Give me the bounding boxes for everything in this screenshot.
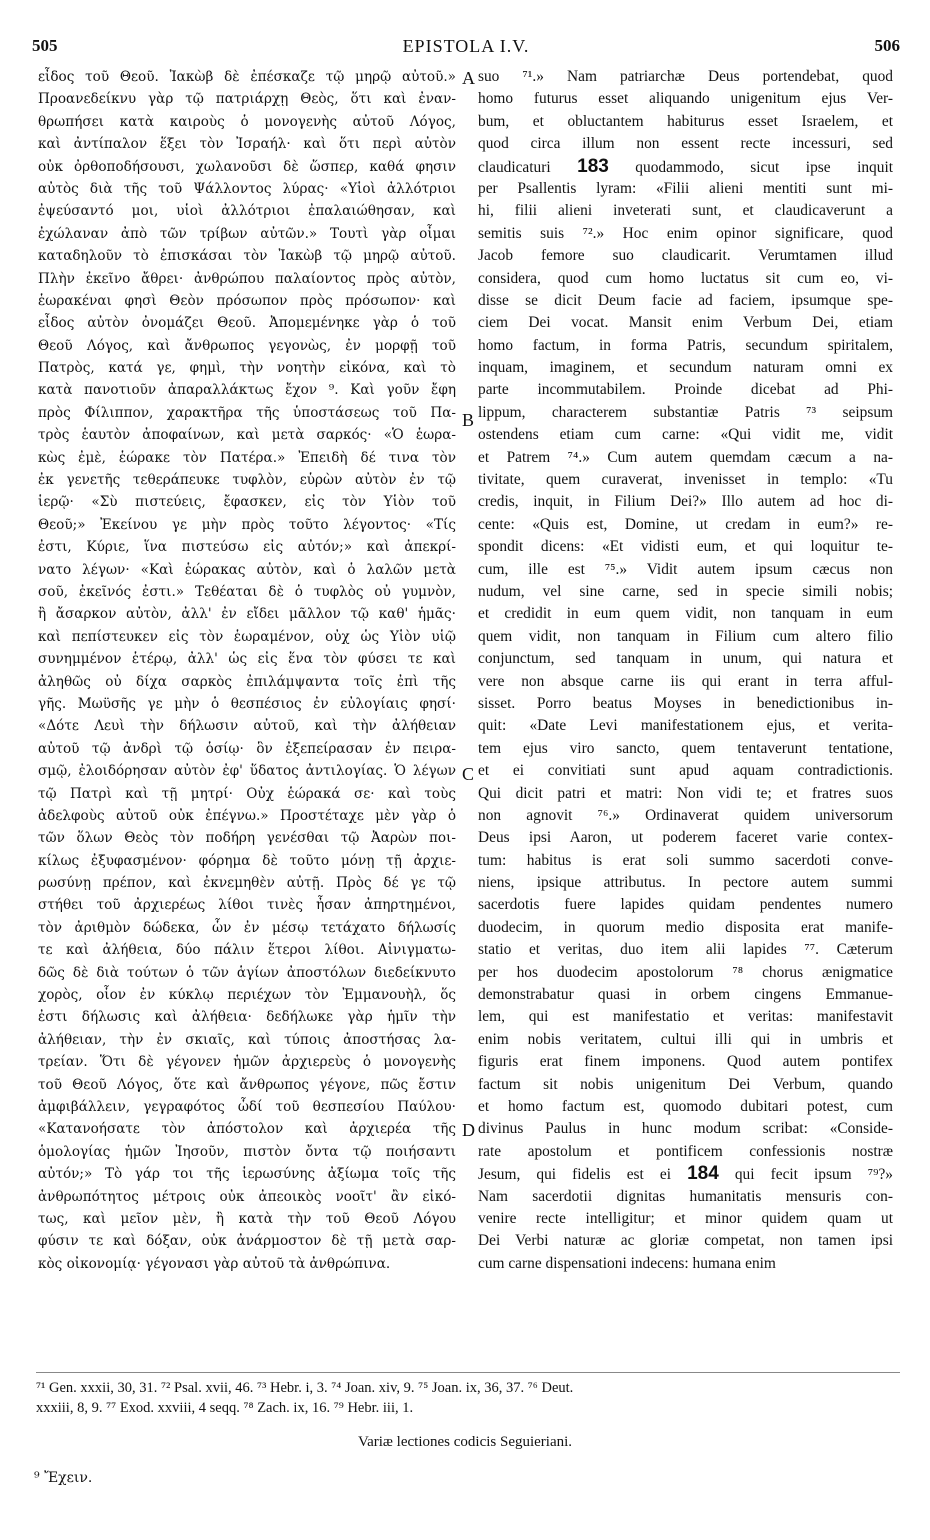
text-line: cente: «Quis est, Domine, ut credam in eum?» re- — [478, 515, 893, 533]
text-line: νατο λέγων· «Καὶ ἑώρακας αὐτὸν, καὶ ὁ λαλῶν μετὰ — [38, 561, 456, 578]
text-line: τρείαν. Ὅτι δὲ γέγονεν ἡμῶν ἀρχιερεὺς ὁ μονογενὴς — [38, 1054, 456, 1071]
variant-note: ⁹ Ἔχειν. — [34, 1470, 93, 1486]
text-line: Πατρὸς, κατά γε, φημὶ, τὴν νοητὴν εἰκόνα, καὶ τὸ — [38, 360, 456, 377]
text-line: sisset. Porro beatus Moyses in benedictionibus in- — [478, 694, 893, 712]
text-line: αὐτὸς διὰ τῆς τοῦ Ψάλλοντος λύρας· «Υἱοὶ ἀλλότριοι — [38, 180, 456, 197]
text-line: ὁμολογίας ἡμῶν Ἰησοῦν, πιστὸν ὄντα τῷ ποιήσαντι — [38, 1143, 456, 1160]
text-line: disse se dicit Deum facie ad faciem, ipsumque spe- — [478, 291, 893, 309]
latin-text-column — [478, 66, 893, 1275]
text-line: καὶ ἀντίπαλον ἕξει τὸν Ἰσραήλ· καὶ ὅτι περὶ αὐτὸν — [38, 136, 456, 153]
text-line: καὶ πεπίστευκεν εἰς τὸν ἑωραμένον, οὐχ ὡς Υἱὸν υἱῷ — [38, 628, 456, 645]
text-line: τως, καὶ μεῖον μὲν, ἢ κατὰ τὴν τοῦ Θεοῦ Λόγου — [38, 1210, 456, 1227]
text-line: ἐστι δήλωσις καὶ ἀλήθεια· δεδήλωκε γὰρ ἡμῖν τὴν — [38, 1009, 456, 1026]
text-line: Dei Verbi naturæ ac gloriæ competat, non tamen ipsi — [478, 1232, 893, 1250]
text-line: vere non absque carne iis qui erant in terra afful- — [478, 672, 893, 690]
text-line: εἶδος αὐτὸν ὀνομάζει Θεοῦ. Ἀπομεμένηκε γὰρ ὁ τοῦ — [38, 315, 456, 332]
text-line: tum: habitus is erat soli summo sacerdoti conve- — [478, 851, 893, 869]
text-line: Θεοῦ;» Ἐκείνου γε μὴν πρὸς τοῦτο λέγοντος· «Τίς — [38, 516, 456, 533]
text-line: semitis suis ⁷².» Hoc enim opinor significare, quod — [478, 224, 893, 242]
margin-marker-d: D — [462, 1120, 475, 1140]
text-line: sacerdotis fuere lapides quidam pendentes numero — [478, 896, 893, 914]
text-line: τοῦ Θεοῦ Λόγος, ὅτε καὶ ἄνθρωπος γέγονε, πῶς ἔστιν — [38, 1076, 456, 1093]
text-line: σοῦ, ἐκεῖνός ἐστι.» Τεθέαται δὲ ὁ τυφλὸς οὐ γυμνὸν, — [38, 583, 456, 600]
margin-marker-a: A — [462, 68, 475, 88]
text-line: et homo factum est, quomodo dubitari potest, cum — [478, 1097, 893, 1115]
text-line: homo factum, in forma Patris, secundum spiritalem, — [478, 336, 893, 354]
text-line: statio et veritas, duo item alii lapides ⁷⁷. Cæterum — [478, 941, 893, 959]
text-line: per hos duodecim apostolorum ⁷⁸ chorus ænigmatice — [478, 963, 893, 981]
text-line: et credidit in eum quem vidit, non tanquam in eum — [478, 605, 893, 623]
text-line: δῶς δὲ διὰ τούτων ὁ τῶν ἁγίων ἀποστόλων διεδείκνυτο — [38, 964, 456, 981]
text-line: κατὰ πανοτιοῦν ἀπαραλλάκτως ἔχον ⁹. Καὶ γοῦν ἔφη — [38, 382, 456, 399]
text-line: κίλως ἐξυφασμένον· φόρημα δὲ τοῦτο μόνῃ τῇ ἀρχιε- — [38, 852, 456, 869]
text-line: οὐκ ὀρθοποδήσουσι, χωλανοῦσι δὲ ὥσπερ, καθά φησιν — [38, 158, 456, 175]
text-line: ἀληθῶς οὐ δίχα σαρκὸς ἐπιλάμψαντα τοῖς ἐπὶ τῆς — [38, 673, 456, 690]
text-line: duodecim, in quorum medio disposita erat manife- — [478, 918, 893, 936]
text-line: niens, ipsique attributus. In pectore autem summi — [478, 874, 893, 892]
text-line: ostendens etiam cum carne: «Qui vidit me, vidit — [478, 426, 893, 444]
text-line: quod circa illum non essent recte incessuri, sed — [478, 135, 893, 153]
text-line: θρωπήσει κατὰ καιροὺς ὁ μονογενὴς αὐτοῦ Λόγος, — [38, 113, 456, 130]
text-line: bum, et obluctantem habiturus esset Israelem, et — [478, 112, 893, 130]
text-line: spondit dicens: «Et vidisti eum, et qui loquitur te- — [478, 538, 893, 556]
text-line: κὸς οἰκονομίᾳ· γέγονασι γὰρ αὐτοῦ τὰ ἀνθρώπινα. — [38, 1255, 391, 1272]
text-line: ἐστι, Κύριε, ἵνα πιστεύσω εἰς αὐτόν;» καὶ ἀπεκρί- — [38, 539, 456, 556]
text-line: Jacob femore suo claudicarit. Verumtamen illud — [478, 247, 893, 265]
text-line: homo futurus esset aliquando unigenitum ejus Ver- — [478, 90, 893, 108]
text-line: ρωσύνῃ πρέπον, καὶ ἐκνεμηθὲν αὐτῇ. Πρὸς δέ γε τῷ — [38, 875, 456, 892]
text-line: ἱερῷ· «Σὺ πιστεύεις, ἔφασκεν, εἰς τὸν Υἱὸν τοῦ — [38, 494, 456, 511]
text-line: τῷ Πατρὶ καὶ τῇ μητρί· Οὐχ ἑώρακά σε· καὶ τοὺς — [38, 785, 456, 802]
column-page-marker: 184 — [687, 1163, 719, 1185]
footnote-separator — [36, 1372, 900, 1373]
page-header — [32, 36, 900, 60]
footnote-line: xxxiii, 8, 9. ⁷⁷ Exod. xxviii, 4 seqq. ⁷⁸ Zach. ix, 16. ⁷⁹ Hebr. iii, 1. — [36, 1400, 414, 1416]
text-line: hi, filii alieni inveterati sunt, et claudicaverunt a — [478, 202, 893, 220]
text-line: et ei convitiati sunt apud aquam contradictionis. — [478, 762, 893, 780]
text-line: conjunctum, sed tanquam in unum, qui natura et — [478, 650, 893, 668]
text-line: suo ⁷¹.» Nam patriarchæ Deus portendebat, quod — [478, 68, 893, 85]
text-line: quit: «Date Levi manifestationem ejus, et verita- — [478, 717, 893, 735]
text-line: inquam, imaginem, et secundum naturam omni ex — [478, 359, 893, 377]
text-line: συνημμένον ἑτέρῳ, ἀλλ' ὡς εἰς ἕνα τὸν φύσει τε καὶ — [38, 651, 456, 668]
text-line: Πλὴν ἐκεῖνο ἄθρει· ἀνθρώπου παλαίοντος πρὸς αὐτὸν, — [38, 270, 456, 287]
text-line: αὐτοῦ τῷ ἀνδρὶ τῷ ὁσίῳ· ὃν ἐξεπείρασαν ἐν πειρα- — [38, 740, 456, 757]
text-line: ἑωρακέναι φησὶ Θεὸν πρόσωπον πρὸς πρόσωπον· καὶ — [38, 292, 456, 309]
text-line: ἐκ γενετῆς τεθεράπευκε τυφλὸν, εὑρὼν αὐτὸν ἐν τῷ — [38, 472, 456, 489]
text-line: lem, qui est manifestatio et veritas: manifestavit — [478, 1008, 893, 1026]
text-line: venire recte intelligitur; et minor quidem quam ut — [478, 1209, 893, 1227]
text-line: claudicaturi 183 quodammodo, sicut ipse inquit — [478, 155, 893, 177]
text-line: Qui dicit patri et matri: Non vidi te; et fratres suos — [478, 784, 893, 802]
footnotes — [36, 1378, 898, 1418]
text-line: parte incommutabilem. Proinde dicebat ad Phi- — [478, 381, 893, 399]
text-line: et Patrem ⁷⁴.» Cum autem quemdam cæcum a na- — [478, 448, 893, 466]
text-line: Deus ipsi Aaron, ut poderem faceret varie contex- — [478, 829, 893, 847]
text-line: Προανεδείκνυ γὰρ τῷ πατριάρχῃ Θεὸς, ὅτι καὶ ἐναν- — [38, 91, 456, 108]
text-line: per Psallentis lyram: «Filii alieni mentiti sunt mi- — [478, 179, 893, 197]
page-title: EPISTOLA I.V. — [402, 36, 530, 56]
text-line: φύσιν τε καὶ δόξαν, οὐκ ἀνάρμοστον δὲ τῇ μετὰ σαρ- — [38, 1233, 456, 1250]
text-line: enim nobis veritatem, cultui illi qui in umbris et — [478, 1030, 893, 1048]
text-line: ἀμφιβάλλειν, γεγραφότος ὧδί τοῦ θεσπεσίου Παύλου· — [38, 1098, 456, 1115]
text-line: quem vidit, non tanquam in Filium cum altero filio — [478, 627, 893, 645]
footnote-line: ⁷¹ Gen. xxxii, 30, 31. ⁷² Psal. xvii, 46. ⁷³ Hebr. i, 3. ⁷⁴ Joan. xiv, 9. ⁷⁵ Joan. ix, 36, 37. ⁷⁶ Deut. — [36, 1380, 574, 1396]
text-line: τρὸς ἑαυτὸν ἀποφαίνων, καὶ μετὰ σαρκός· «Ὁ ἑωρα- — [38, 427, 456, 444]
text-line: ἐχώλαναν ἀπὸ τῶν τρίβων αὐτῶν.» Τουτὶ γὰρ οἶμαι — [38, 225, 456, 242]
text-line: tem ejus viro sancto, quem tentaverunt tentatione, — [478, 739, 893, 757]
text-line: ἢ ἄσαρκον αὐτὸν, ἀλλ' ἐν εἴδει μᾶλλον τῷ καθ' ἡμᾶς· — [38, 606, 456, 623]
text-line: αὐτόν;» Τὸ γάρ τοι τῆς ἱερωσύνης ἀξίωμα τοῖς τῆς — [38, 1166, 456, 1183]
text-line: Jesum, qui fidelis est ei 184 qui fecit ipsum ⁷⁹?» — [478, 1163, 893, 1185]
right-page-number: 506 — [874, 36, 900, 55]
text-line: ἐψεύσαντό μοι, υἱοὶ ἀλλότριοι ἐπαλαιώθησαν, καὶ — [38, 203, 456, 220]
text-line: Θεοῦ Λόγος, καὶ ἄνθρωπος γεγονὼς, ἐν μορφῇ τοῦ — [38, 337, 456, 354]
text-line: σμῷ, ἐλοιδόρησαν αὐτὸν ἐφ' ὕδατος ἀντιλογίας. Ὁ λέγων — [38, 763, 456, 780]
text-line: χορὸς, οἷον ἐν κύκλῳ περιέχων τὸν Ἐμμανουὴλ, ὅς — [38, 987, 456, 1004]
text-line: divinus Paulus in hunc modum scribat: «Conside- — [478, 1120, 893, 1138]
text-line: demonstrabatur quasi in orbem cingens Emmanue- — [478, 986, 893, 1004]
text-line: στήθει τοῦ ἀρχιερέως λίθοι τινὲς ἦσαν ἀπηρτημένοι, — [38, 897, 456, 914]
text-line: τε καὶ ἀλήθεια, δύο πάλιν ἕτεροι λίθοι. Αἰνιγματω- — [38, 942, 456, 959]
text-line: figuris erat finem imponens. Quod autem pontifex — [478, 1053, 893, 1071]
text-line: considera, quod cum homo luctatus sit cum eo, vi- — [478, 269, 893, 287]
text-line: εἶδος τοῦ Θεοῦ. Ἰακὼβ δὲ ἐπέσκαζε τῷ μηρῷ αὐτοῦ.» — [38, 69, 456, 85]
column-page-marker: 183 — [577, 155, 609, 177]
text-line: γῆς. Μωϋσῆς γε μὴν ὁ θεσπέσιος ἐν εὐλογίαις φησί· — [38, 695, 456, 712]
text-line: rate apostolum et pontificem confessionis nostræ — [478, 1142, 893, 1160]
text-line: «Κατανοήσατε τὸν ἀπόστολον καὶ ἀρχιερέα τῆς — [38, 1121, 456, 1138]
variae-lectiones-heading: Variæ lectiones codicis Seguieriani. — [357, 1434, 573, 1450]
text-line: cum, ille est ⁷⁵.» Vidit autem ipsum cæcus non — [478, 560, 893, 578]
text-line: nudum, vel sine carne, sed in specie simili nobis; — [478, 582, 893, 600]
margin-marker-c: C — [462, 764, 475, 784]
text-line: lippum, characterem substantiæ Patris ⁷³ seipsum — [478, 403, 893, 421]
text-line: non agnovit ⁷⁶.» Ordinaverat quidem universorum — [478, 806, 893, 824]
text-line: τῶν ὅλων Θεὸς τὸν ποδήρη γενέσθαι τῷ Ἀαρὼν ποι- — [38, 830, 456, 847]
text-line: ciem Dei vocat. Mansit enim Verbum Dei, etiam — [478, 314, 893, 332]
margin-marker-b: B — [462, 410, 475, 430]
text-line: «Δότε Λευὶ τὴν δήλωσιν αὐτοῦ, καὶ τὴν ἀλήθειαν — [38, 718, 456, 735]
text-line: ἀνθρωπότητος μέτροις οὐκ ἀπεοικὸς νοοῖτ' ἂν εἰκό- — [38, 1188, 456, 1205]
text-line: cum carne dispensationi indecens: humana enim — [478, 1254, 776, 1272]
text-line: factum sit nobis unigenitum Dei Verbum, quando — [478, 1075, 893, 1093]
text-line: ἀδελφοὺς αὐτοῦ οὐκ ἐπέγνω.» Προστέταχε μὲν γὰρ ὁ — [38, 807, 456, 824]
left-page-number: 505 — [32, 36, 58, 55]
text-line: ἀλήθειαν, τὴν ἐν σκιαῖς, καὶ τύποις ἀποστήσας λα- — [38, 1031, 456, 1048]
text-line: κὼς ἐμὲ, ἑώρακε τὸν Πατέρα.» Ἐπειδὴ δέ τινα τὸν — [38, 449, 456, 466]
text-line: πρὸς Φίλιππον, χαρακτῆρα τῆς ὑποστάσεως τοῦ Πα- — [38, 404, 456, 421]
text-line: τὸν ἀριθμὸν δώδεκα, ὧν ἐν μέσῳ τετάχατο δήλωσίς — [38, 919, 456, 936]
text-line: credis, inquit, in Filium Dei?» Illo autem ad hoc di- — [478, 493, 893, 511]
text-line: tivitate, quem curaverat, invenisset in templo: «Tu — [478, 471, 893, 489]
greek-text-column — [38, 66, 456, 1275]
text-line: καταδηλοῦν τὸ ἐπισκάσαι τὸν Ἰακὼβ τῷ μηρῷ αὐτοῦ. — [38, 248, 456, 265]
text-line: Nam sacerdotii dignitas humanitatis mensuris con- — [478, 1187, 893, 1205]
